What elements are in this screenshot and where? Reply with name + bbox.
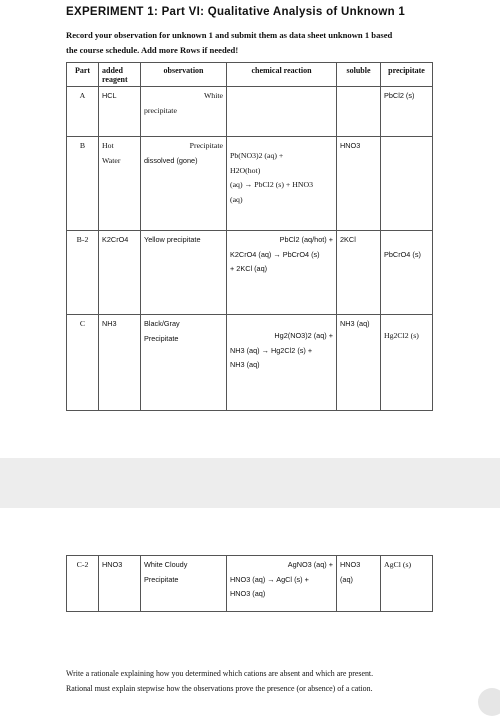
observation-line: dissolved (gone): [144, 155, 198, 165]
observation-line: Black/Gray: [144, 319, 180, 328]
reaction-line: NH3 (aq) → Hg2Cl2 (s) +: [230, 345, 313, 355]
reaction-line: H2O(hot): [230, 165, 261, 175]
observation-table-continued: [66, 555, 433, 612]
cell-reagent: HNO3: [99, 556, 141, 612]
page-break-shade: [0, 458, 500, 508]
reaction-line: (aq) → PbCl2 (s) + HNO3: [230, 180, 314, 189]
reaction-line: PbCl2 (aq/hot) +: [279, 235, 333, 244]
soluble-line: HNO3: [340, 560, 361, 569]
table-row: [67, 137, 433, 231]
cell-reaction: [227, 87, 337, 137]
page-title: EXPERIMENT 1: Part VI: Qualitative Analysis of Unknown 1: [66, 6, 406, 18]
cell-part: C: [67, 315, 99, 411]
table-row: [67, 87, 433, 137]
reaction-line: K2CrO4 (aq) → PbCrO4 (s): [230, 249, 320, 259]
observation-line: White: [203, 91, 223, 100]
soluble-line: (aq): [340, 574, 353, 584]
cell-precipitate: [381, 137, 433, 231]
cell-reaction: [227, 556, 337, 612]
cell-part: B: [67, 137, 99, 231]
rationale-line-1: Write a rationale explaining how you determined which cations are absent and which are present.: [66, 669, 374, 678]
reagent-line: Water: [102, 155, 121, 165]
reagent-line: Hot: [102, 141, 114, 150]
reaction-line: NH3 (aq): [230, 360, 260, 369]
observation-line: Precipitate: [144, 574, 179, 584]
cell-reagent: K2CrO4: [99, 231, 141, 315]
cell-precipitate: AgCl (s): [381, 556, 433, 612]
cell-reagent: NH3: [99, 315, 141, 411]
table-row: [67, 556, 433, 612]
cell-soluble: [337, 556, 381, 612]
table-header-row: [67, 63, 433, 87]
cell-precipitate: PbCrO4 (s): [381, 231, 433, 315]
cell-reagent: [99, 137, 141, 231]
reaction-line: (aq): [230, 194, 243, 204]
instructions-line-1: Record your observation for unknown 1 and submit them as data sheet unknown 1 based: [66, 30, 393, 40]
cell-soluble: NH3 (aq): [337, 315, 381, 411]
cell-observation: Yellow precipitate: [141, 231, 227, 315]
reaction-line: + 2KCl (aq): [230, 264, 268, 273]
table-row: [67, 231, 433, 315]
cell-part: B-2: [67, 231, 99, 315]
cell-observation: [141, 87, 227, 137]
cell-soluble: HNO3: [337, 137, 381, 231]
header-reaction: chemical reaction: [227, 63, 337, 87]
cell-observation: [141, 315, 227, 411]
reaction-line: AgNO3 (aq) +: [287, 560, 333, 569]
cell-precipitate: Hg2Cl2 (s): [381, 315, 433, 411]
header-soluble: soluble: [337, 63, 381, 87]
header-precipitate: precipitate: [381, 63, 433, 87]
corner-circle-decoration: [478, 688, 500, 716]
cell-part: C-2: [67, 556, 99, 612]
reaction-line: HNO3 (aq) → AgCl (s) +: [230, 574, 309, 584]
cell-reaction: [227, 137, 337, 231]
instructions: [66, 28, 486, 58]
header-part: Part: [67, 63, 99, 87]
header-observation: observation: [141, 63, 227, 87]
observation-line: precipitate: [144, 105, 177, 115]
header-reagent: added reagent: [99, 63, 141, 87]
cell-reaction: [227, 231, 337, 315]
observation-line: White Cloudy: [144, 560, 188, 569]
cell-precipitate: PbCl2 (s): [381, 87, 433, 137]
cell-part: A: [67, 87, 99, 137]
reaction-line: Hg2(NO3)2 (aq) +: [274, 331, 333, 340]
rationale-line-2: Rational must explain stepwise how the observations prove the presence (or absence) of a cation.: [66, 684, 373, 693]
table-row: [67, 315, 433, 411]
cell-observation: [141, 556, 227, 612]
observation-table: [66, 62, 433, 411]
reaction-line: HNO3 (aq): [230, 589, 266, 598]
cell-soluble: 2KCl: [337, 231, 381, 315]
observation-line: Precipitate: [189, 141, 223, 150]
cell-soluble: [337, 87, 381, 137]
rationale-prompt: [66, 666, 496, 696]
reaction-line: Pb(NO3)2 (aq) +: [230, 151, 284, 160]
instructions-line-2: the course schedule. Add more Rows if needed!: [66, 45, 239, 55]
cell-observation: [141, 137, 227, 231]
observation-line: Precipitate: [144, 333, 179, 343]
cell-reaction: [227, 315, 337, 411]
cell-reagent: HCL: [99, 87, 141, 137]
